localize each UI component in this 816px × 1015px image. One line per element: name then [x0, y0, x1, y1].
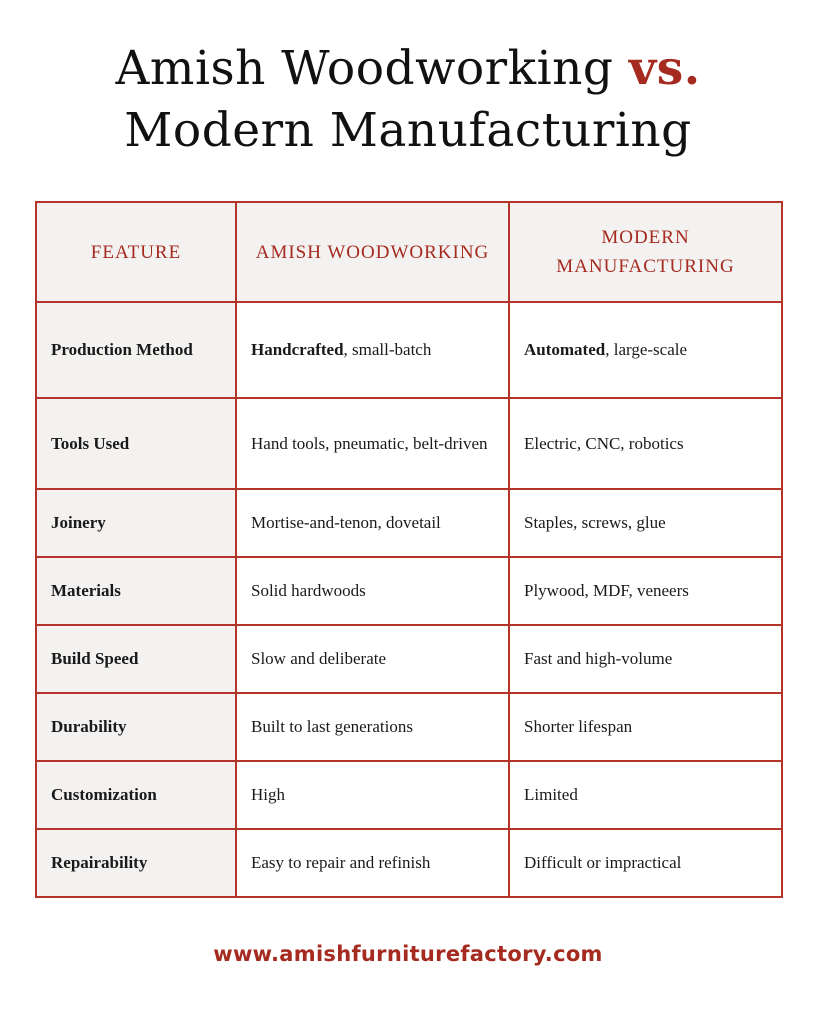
amish-cell-rest: , small-batch: [343, 340, 432, 359]
table-header-row: [36, 202, 782, 302]
table-row: [36, 693, 782, 761]
table-row: [36, 557, 782, 625]
modern-cell-bold: Automated: [524, 340, 606, 359]
modern-cell: Plywood, MDF, veneers: [509, 557, 782, 625]
amish-cell: Slow and deliberate: [236, 625, 509, 693]
header-amish: AMISH WOODWORKING: [236, 202, 509, 302]
modern-cell: Fast and high-volume: [509, 625, 782, 693]
amish-cell: Hand tools, pneumatic, belt-driven: [236, 398, 509, 489]
amish-cell: Solid hardwoods: [236, 557, 509, 625]
feature-cell: Tools Used: [36, 398, 236, 489]
header-feature: FEATURE: [36, 202, 236, 302]
table-row: [36, 489, 782, 557]
amish-cell: Built to last generations: [236, 693, 509, 761]
title-line-2: Modern Manufacturing: [124, 103, 692, 158]
feature-cell: Build Speed: [36, 625, 236, 693]
modern-cell-rest: , large-scale: [605, 340, 688, 359]
modern-cell: Limited: [509, 761, 782, 829]
modern-cell: Shorter lifespan: [509, 693, 782, 761]
title-line-1: [0, 38, 816, 100]
modern-cell: Electric, CNC, robotics: [509, 398, 782, 489]
table-row: [36, 302, 782, 398]
modern-cell: [509, 302, 782, 398]
title-vs: vs.: [628, 41, 701, 96]
table-row: [36, 829, 782, 897]
feature-cell: Materials: [36, 557, 236, 625]
amish-cell: Easy to repair and refinish: [236, 829, 509, 897]
amish-cell: High: [236, 761, 509, 829]
modern-cell: Staples, screws, glue: [509, 489, 782, 557]
table-row: [36, 625, 782, 693]
website-url[interactable]: www.amishfurniturefactory.com: [213, 942, 603, 966]
comparison-table: [35, 201, 783, 898]
feature-cell: Customization: [36, 761, 236, 829]
feature-cell: Durability: [36, 693, 236, 761]
amish-cell-bold: Handcrafted: [251, 340, 344, 359]
amish-cell: [236, 302, 509, 398]
feature-cell: Repairability: [36, 829, 236, 897]
title-main: Amish Woodworking: [115, 41, 614, 96]
table-row: [36, 761, 782, 829]
feature-cell: Production Method: [36, 302, 236, 398]
header-modern: MODERN MANUFACTURING: [509, 202, 782, 302]
feature-cell: Joinery: [36, 489, 236, 557]
page-title: [0, 38, 816, 162]
amish-cell: Mortise-and-tenon, dovetail: [236, 489, 509, 557]
comparison-table-container: [35, 201, 781, 898]
table-row: [36, 398, 782, 489]
modern-cell: Difficult or impractical: [509, 829, 782, 897]
